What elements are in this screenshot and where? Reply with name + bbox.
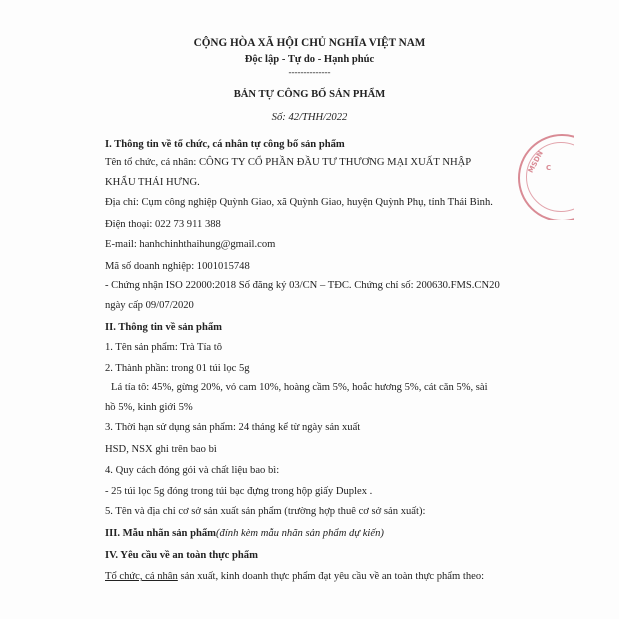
packaging-label: 4. Quy cách đóng gói và chất liệu bao bì:: [105, 465, 280, 476]
motto: Độc lập - Tự do - Hạnh phúc: [244, 54, 375, 65]
document-number: Số: 42/THH/2022: [271, 112, 348, 123]
company-stamp: [510, 132, 574, 220]
packaging-detail: - 25 túi lọc 5g đóng trong túi bạc đựng trong hộp giấy Duplex .: [105, 486, 373, 497]
ingredients-line1: Lá tía tô: 45%, gừng 20%, vỏ cam 10%, hoàng cầm 5%, hoắc hương 5%, cát cǎn 5%, sài: [111, 382, 488, 393]
iso-line1: - Chứng nhận ISO 22000:2018 Số đăng ký 03/CN – TĐC. Chứng chỉ số: 200630.FMS.CN20: [105, 280, 500, 291]
section4-text-underlined: Tổ chức, cá nhân: [105, 571, 178, 582]
section2-heading: II. Thông tin về sản phẩm: [105, 322, 222, 333]
section3-note: (đính kèm mẫu nhãn sản phẩm dự kiến): [216, 528, 384, 539]
org-name-line2: KHẨU THÁI HƯNG.: [105, 177, 200, 188]
republic-heading: CỘNG HÒA XÃ HỘI CHỦ NGHĨA VIỆT NAM: [193, 37, 426, 49]
ingredients-line2: hồ 5%, kinh giới 5%: [105, 402, 193, 413]
section4-text: [105, 570, 484, 583]
shelf-life: 3. Thời hạn sử dụng sản phẩm: 24 tháng kể từ ngày sản xuất: [105, 422, 361, 433]
section3-heading: III. Mẫu nhãn sản phẩm: [105, 528, 216, 539]
section1-heading: I. Thông tin về tổ chức, cá nhân tự công bố sản phẩm: [105, 139, 345, 150]
product-name: 1. Tên sản phẩm: Trà Tía tô: [105, 342, 223, 353]
document-title: BẢN TỰ CÔNG BỐ SẢN PHẨM: [233, 89, 386, 100]
business-code: Mã số doanh nghiệp: 1001015748: [105, 261, 250, 272]
separator: --------------: [288, 67, 331, 77]
stamp-label: MSDN: [526, 149, 545, 175]
org-address: Địa chỉ: Cụm công nghiệp Quỳnh Giao, xã Quỳnh Giao, huyện Quỳnh Phụ, tỉnh Thái Bình.: [105, 197, 493, 208]
org-name-line1: Tên tổ chức, cá nhân: CÔNG TY CỔ PHẦN ĐẦU TƯ THƯƠNG MẠI XUẤT NHẬP: [105, 157, 472, 168]
section4-text-rest: sản xuất, kinh doanh thực phẩm đạt yêu cầu về an toàn thực phẩm theo:: [177, 571, 485, 582]
manufacturer-info: 5. Tên và địa chỉ cơ sở sản xuất sản phẩm (trường hợp thuê cơ sở sản xuất):: [105, 506, 426, 517]
org-phone: Điện thoại: 022 73 911 388: [105, 219, 221, 230]
stamp-letter: C: [546, 164, 552, 172]
section3-line: [105, 527, 384, 540]
iso-line2: ngày cấp 09/07/2020: [105, 300, 194, 311]
org-email: E-mail: hanhchinhthaihung@gmail.com: [105, 239, 276, 250]
ingredients-label: 2. Thành phần: trong 01 túi lọc 5g: [105, 363, 250, 374]
section4-heading: IV. Yêu cầu về an toàn thực phẩm: [105, 550, 258, 561]
hsd-note: HSD, NSX ghi trên bao bì: [105, 444, 217, 455]
